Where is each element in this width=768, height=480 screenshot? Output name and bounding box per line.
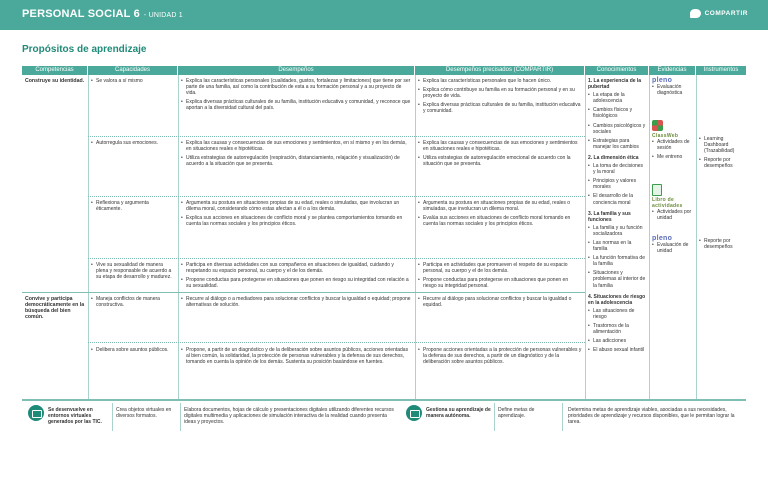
precisados-cell xyxy=(415,294,585,313)
auto-description-text: Determina metas de aprendizaje viables, asociadas a sus necesidades, prioridades de aprendizaje y recursos disponibles, que le permitan lograr la tarea. xyxy=(568,407,735,426)
evidence-item: • Evaluación diagnóstica xyxy=(652,84,696,96)
desempeno-item: • Propone, a partir de un diagnóstico y de la deliberación sobre asuntos públicos, acciones orientadas al bien común, la solidaridad, la protección de personas vulnerables y la defensa de sus derechos, tomando en cuenta la opinión de los demás. Sustenta su posición basándose en fuentes. xyxy=(181,347,412,365)
topic-item: • El abuso sexual infantil xyxy=(588,347,646,353)
topic-title: 1. La experiencia de la pubertad xyxy=(588,78,642,91)
capacidad-text: • Reflexiona y argumenta éticamente. xyxy=(91,200,175,212)
desempenos-cell xyxy=(178,76,415,116)
evidence-group xyxy=(652,184,696,224)
page-header-title xyxy=(22,8,183,20)
conocimientos-cell xyxy=(585,76,649,398)
instrumentos-group xyxy=(696,134,746,174)
desempeno-item: • Explica las características personales (cualidades, gustos, fortalezas y limitaciones) que tiene por ser parte de una familia, así como la contribución de esta a su formación personal y a su proyecto de vida. xyxy=(181,78,412,96)
divider xyxy=(494,403,495,431)
speech-bubble-icon xyxy=(690,9,701,18)
instrument-item: • Reporte por desempeños xyxy=(699,238,743,250)
precisados-cell xyxy=(415,260,585,294)
libro-logo: Libro de actividades xyxy=(652,197,683,210)
pleno-logo: pleno xyxy=(652,77,673,84)
header-title-text: PERSONAL SOCIAL 6 xyxy=(22,8,140,20)
precisado-item: • Evalúa sus acciones en situaciones de conflicto moral tomando en cuenta las normas sociales y los principios éticos. xyxy=(418,215,582,227)
desempeno-item: • Participa en diversas actividades con sus compañeros en situaciones de igualdad, cuidando y respetando su espacio personal, su cuerpo y el de los demás. xyxy=(181,262,412,274)
tic-title: Se desenvuelve en entornos virtuales generados por las TIC. xyxy=(48,407,102,426)
precisado-item: • Propone conductas para protegerse en situaciones que ponen en riesgo su integridad personal. xyxy=(418,277,582,289)
topic-item: • Las situaciones de riesgo xyxy=(588,308,646,320)
tic-description xyxy=(184,407,394,425)
desempeno-item: • Explica las causas y consecuencias de sus emociones y sentimientos, en sí mismo y en los demás, en situaciones reales e hipotéticas. xyxy=(181,140,412,152)
topic-item: • La función formativa de la familia xyxy=(588,255,646,267)
divider xyxy=(180,403,181,431)
col-header-conocimientos: Conocimientos xyxy=(585,66,649,75)
topic-item: • La etapa de la adolescencia xyxy=(588,92,646,104)
desempeno-item: • Argumenta su postura en situaciones propias de su edad, reales o simuladas, que involucran un dilema moral, considerando cómo estas afectan a él o a los demás. xyxy=(181,200,412,212)
desempenos-cell xyxy=(178,260,415,294)
capacidad-text: • Maneja conflictos de manera constructiva. xyxy=(91,296,175,308)
capacidad-text: • Autorregula sus emociones. xyxy=(91,140,175,146)
pleno-logo: pleno xyxy=(652,235,673,242)
col-header-competencias: Competencias xyxy=(22,66,88,75)
precisados-cell xyxy=(415,345,585,370)
capacidad-cell xyxy=(88,198,178,217)
topic-title: 2. La dimensión ética xyxy=(588,154,639,161)
topic-item: • Las normas en la familia xyxy=(588,240,646,252)
divider xyxy=(562,403,563,431)
col-header-precisados: Desempeños precisados (COMPARTIR) xyxy=(415,66,585,75)
transversal-competencies xyxy=(22,400,746,434)
col-header-evidencias: Evidencias xyxy=(649,66,696,75)
topic-item: • La familia y su función socializadora xyxy=(588,225,646,237)
auto-description xyxy=(568,407,744,425)
precisado-item: • Participa en actividades que promueven el respeto de su espacio personal, su cuerpo y el de los demás. xyxy=(418,262,582,274)
precisado-item: • Explica cómo contribuye su familia en su formación personal y en su proyecto de vida. xyxy=(418,87,582,99)
desempeno-item: • Recurre al diálogo o a mediadores para solucionar conflictos y buscar la igualdad o equidad; propone alternativas de solución. xyxy=(181,296,412,308)
topic-item: • Las adicciones xyxy=(588,338,646,344)
precisado-item: • Explica las causas y consecuencias de sus emociones y sentimientos en situaciones reales e hipotéticas. xyxy=(418,140,582,152)
topic-item: • Trastornos de la alimentación xyxy=(588,323,646,335)
capacidad-cell xyxy=(88,345,178,358)
precisados-cell xyxy=(415,138,585,172)
topic-item: • El desarrollo de la conciencia moral xyxy=(588,193,646,205)
row-divider xyxy=(88,136,585,137)
topic-item: • Principios y valores morales xyxy=(588,178,646,190)
capacidad-text: • Se valora a sí mismo xyxy=(91,78,175,84)
col-header-desempenos: Desempeños xyxy=(178,66,415,75)
divider xyxy=(112,403,113,431)
classweb-logo: ClassWeb xyxy=(652,133,679,139)
header-unit: - UNIDAD 1 xyxy=(143,12,183,19)
precisados-cell xyxy=(415,198,585,232)
desempeno-item: • Explica diversas prácticas culturales de su familia, institución educativa y comunidad, y reconoce que aportan a la diversidad cultural del país. xyxy=(181,99,412,111)
topic-item: • Estrategias para manejar los cambios xyxy=(588,138,646,150)
capacidad-text: • Delibera sobre asuntos públicos. xyxy=(91,347,175,353)
capacidad-text: • Vive su sexualidad de manera plena y responsable de acuerdo a su etapa de desarrollo y madurez. xyxy=(91,262,175,280)
instrumentos-group xyxy=(696,236,746,255)
capacidad-cell xyxy=(88,260,178,285)
precisado-item: • Utiliza estrategias de autorregulación emocional de acuerdo con la situación que se presenta. xyxy=(418,155,582,167)
precisado-item: • Explica las características personales que lo hacen único. xyxy=(418,78,582,84)
tic-capacity: Crea objetos virtuales en diversos formatos. xyxy=(116,407,172,420)
row-divider xyxy=(88,342,585,343)
instrument-item: • Reporte por desempeños xyxy=(699,157,743,169)
evidencias-cell xyxy=(649,76,696,398)
evidence-item: • Actividades por unidad xyxy=(652,209,696,221)
computer-icon xyxy=(28,405,44,421)
row-divider xyxy=(88,258,585,259)
learning-icon xyxy=(406,405,422,421)
topic-item: • Cambios psicológicos y sociales xyxy=(588,123,646,135)
evidence-group xyxy=(652,120,696,163)
book-icon xyxy=(652,184,662,196)
desempeno-item: • Utiliza estrategias de autorregulación (respiración, distanciamiento, relajación y visualización) de acuerdo a la situación que se presenta. xyxy=(181,155,412,167)
brand-logo xyxy=(690,9,748,18)
capacidad-cell xyxy=(88,76,178,89)
row-divider xyxy=(88,196,585,197)
precisado-item: • Propone acciones orientadas a la protección de personas vulnerables y la defensa de sus derechos, a partir de un diagnóstico y de la deliberación sobre asuntos públicos. xyxy=(418,347,582,365)
top-bar xyxy=(0,0,768,30)
topic-title: 4. Situaciones de riesgo en la adolescencia xyxy=(588,293,646,306)
precisado-item: • Argumenta su postura en situaciones propias de su edad, reales o simuladas, que involucran un dilema moral. xyxy=(418,200,582,212)
evidence-group xyxy=(652,236,696,257)
capacidad-cell xyxy=(88,138,178,151)
col-header-instrumentos: Instrumentos xyxy=(696,66,746,75)
desempenos-cell xyxy=(178,198,415,232)
competencia-identidad: Construye su identidad. xyxy=(25,78,85,84)
brand-name: COMPARTIR xyxy=(704,10,748,17)
evidence-item: • Evaluación de unidad xyxy=(652,242,696,254)
desempenos-cell xyxy=(178,138,415,172)
evidence-group xyxy=(652,78,696,99)
competencia-convive: Convive y participa democráticamente en la búsqueda del bien común. xyxy=(25,296,85,321)
tic-description-text: Elabora documentos, hojas de cálculo y presentaciones digitales utilizando diferentes recursos digitales multimedia y aplicaciones de simulación interactiva de la realidad cuando presenta ideas y proyectos. xyxy=(184,407,394,426)
topic-item: • Cambios físicos y fisiológicos xyxy=(588,107,646,119)
precisado-item: • Explica diversas prácticas culturales de su familia, institución educativa y comunidad. xyxy=(418,102,582,114)
desempenos-cell xyxy=(178,345,415,370)
desempeno-item: • Propone conductas para protegerse en situaciones que ponen en riesgo su integridad con relación a su sexualidad. xyxy=(181,277,412,289)
precisados-cell xyxy=(415,76,585,119)
desempenos-cell xyxy=(178,294,415,313)
topic-item: • Situaciones y problemas al interior de la familia xyxy=(588,270,646,288)
instrument-item: • Learning Dashboard (Trazabilidad) xyxy=(699,136,743,154)
section-title: Propósitos de aprendizaje xyxy=(22,44,147,55)
evidence-item: • Me entreno xyxy=(652,154,696,160)
desempeno-item: • Explica sus acciones en situaciones de conflicto moral y se plantea comportamientos tomando en cuenta las normas sociales y los principios éticos. xyxy=(181,215,412,227)
classweb-icon xyxy=(652,120,663,131)
capacidad-cell xyxy=(88,294,178,313)
precisado-item: • Recurre al diálogo para solucionar conflictos y buscar la igualdad o equidad. xyxy=(418,296,582,308)
auto-title: Gestiona su aprendizaje de manera autónoma. xyxy=(426,407,491,420)
topic-item: • La toma de decisiones y la moral xyxy=(588,163,646,175)
evidence-item: • Actividades de sesión xyxy=(652,139,696,151)
col-header-capacidades: Capacidades xyxy=(88,66,178,75)
topic-title: 3. La familia y sus funciones xyxy=(588,210,631,223)
auto-capacity: Define metas de aprendizaje. xyxy=(498,407,535,420)
